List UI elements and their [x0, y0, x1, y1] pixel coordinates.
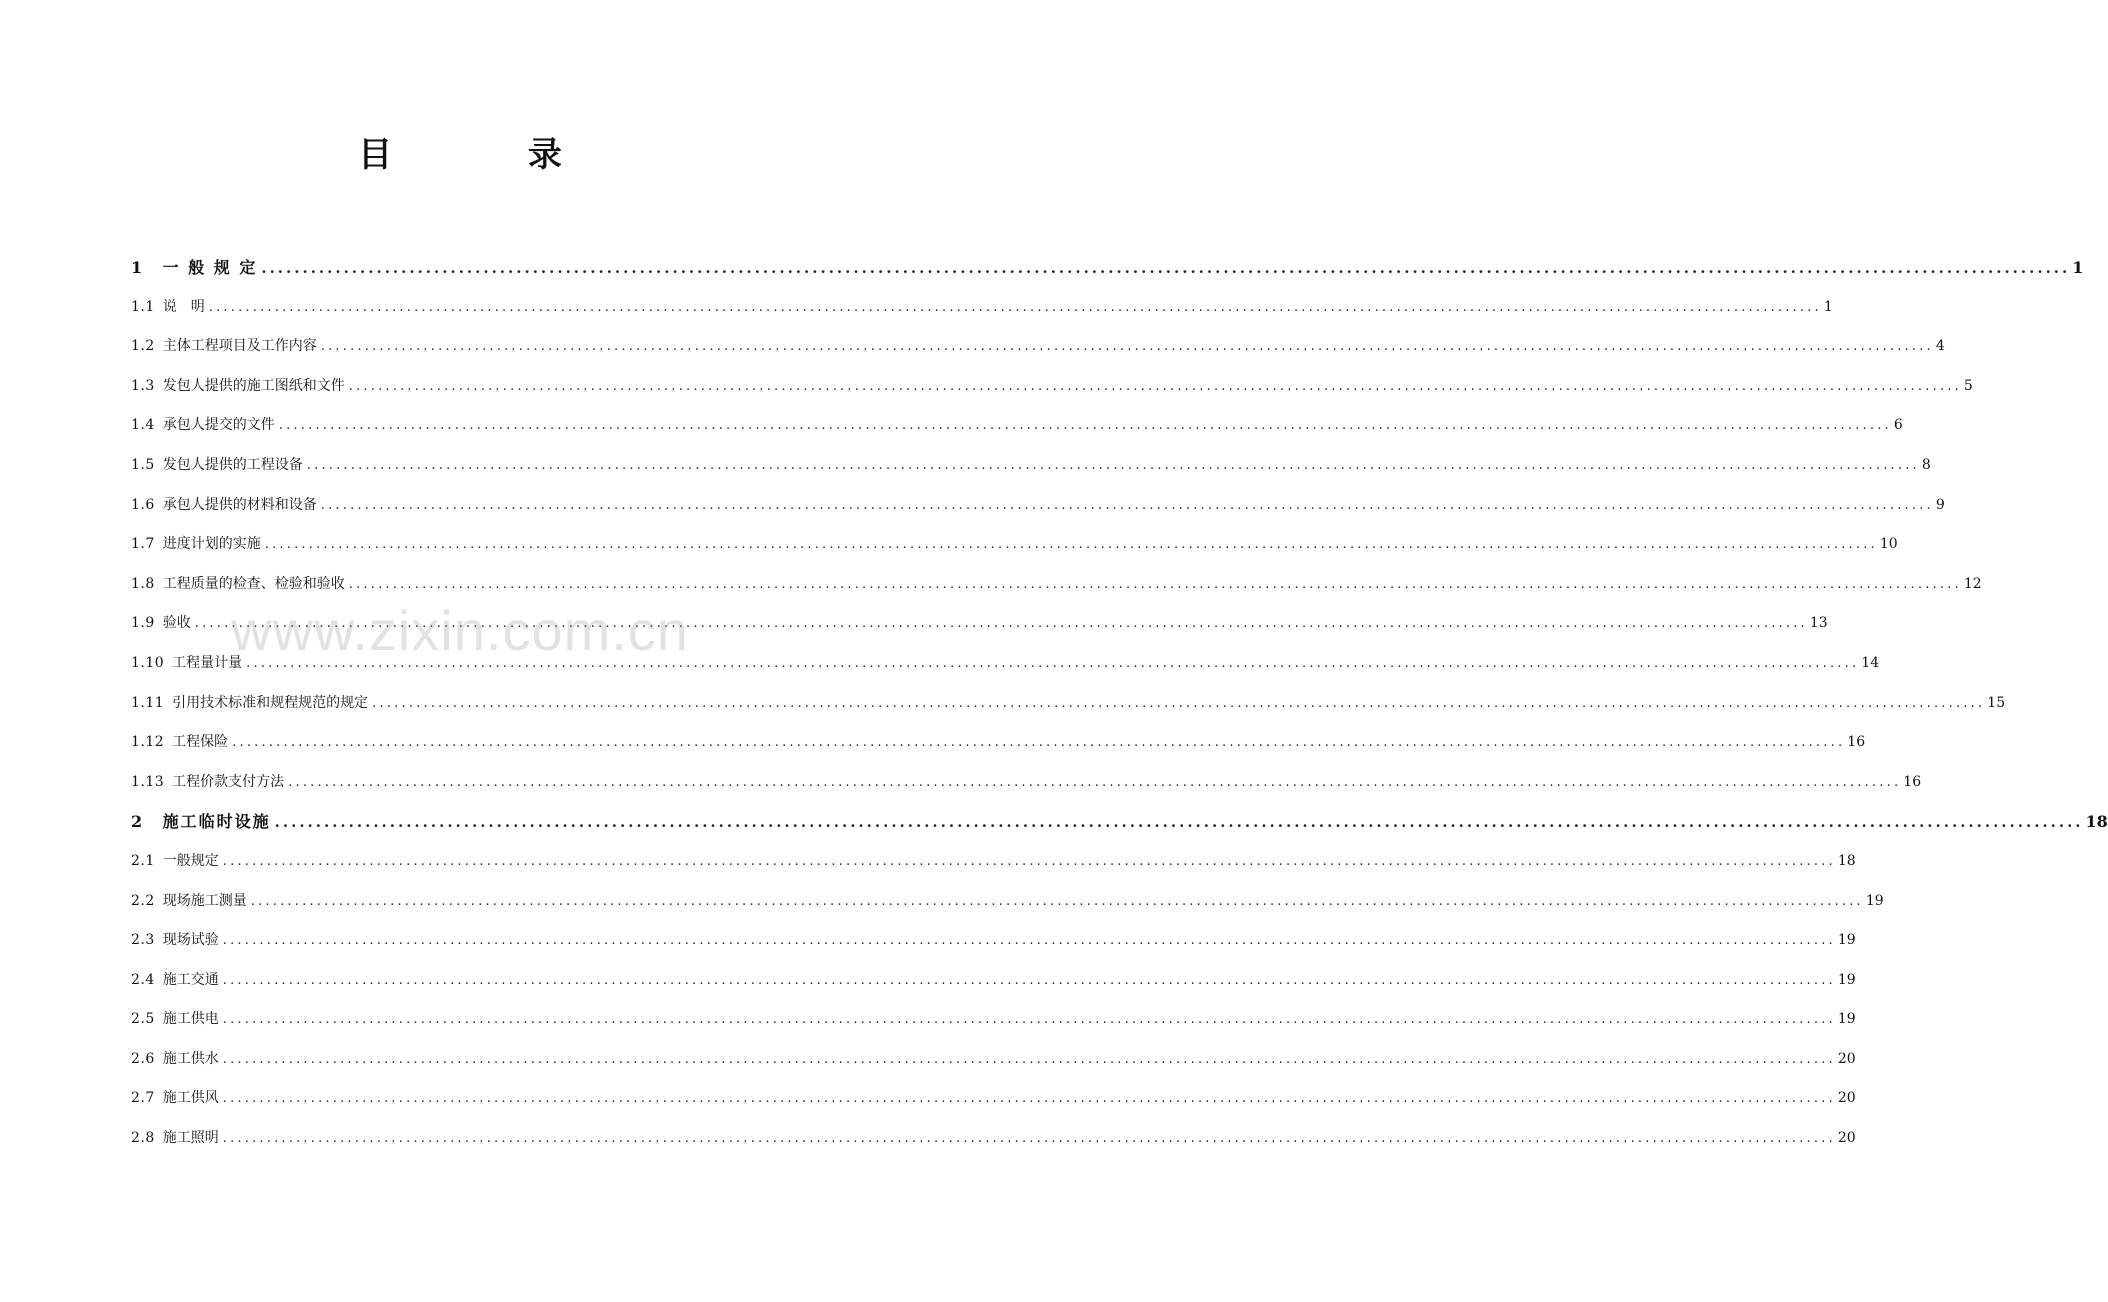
dot-leader: ............................................................................................................................................................................................................................ — [274, 813, 2084, 832]
toc-entry-page-number: 9 — [1935, 496, 1945, 513]
dot-leader: ............................................................................................................................................................................................................................ — [246, 655, 1860, 671]
toc-entry-title: 承包人提供的材料和设备 — [162, 496, 317, 513]
toc-entry-page-number: 5 — [1963, 377, 1973, 394]
toc-entry-page-number: 14 — [1861, 654, 1880, 671]
toc-entry[interactable] — [131, 1040, 1856, 1080]
dot-leader: ............................................................................................................................................................................................................................ — [222, 1131, 1836, 1147]
dot-leader: ............................................................................................................................................................................................................................ — [288, 774, 1902, 790]
toc-entry-title: 施工交通 — [162, 971, 219, 988]
toc-entry-title: 现场施工测量 — [162, 892, 247, 909]
toc-entry-page-number: 19 — [1837, 1011, 1856, 1028]
toc-entry-number: 2.2 — [131, 892, 155, 909]
dot-leader: ............................................................................................................................................................................................................................ — [222, 1051, 1836, 1067]
toc-entry-title: 施工照明 — [162, 1130, 219, 1147]
toc-entry-title: 施工供水 — [162, 1050, 219, 1067]
toc-entry-page-number: 16 — [1903, 773, 1922, 790]
page-title: 目 录 — [358, 135, 624, 175]
dot-leader: ............................................................................................................................................................................................................................ — [222, 972, 1836, 988]
toc-entry[interactable] — [131, 327, 1945, 367]
toc-entry-title: 一般规定 — [162, 852, 219, 869]
dot-leader: ............................................................................................................................................................................................................................ — [320, 339, 1934, 355]
dot-leader: ............................................................................................................................................................................................................................ — [194, 616, 1808, 632]
toc-entry[interactable] — [131, 882, 1884, 922]
toc-entry-title: 发包人提供的施工图纸和文件 — [162, 377, 345, 394]
toc-entry-title: 现场试验 — [162, 932, 219, 949]
toc-entry[interactable] — [131, 1000, 1856, 1040]
toc-entry-number: 2.6 — [131, 1050, 155, 1067]
toc-entry-number: 2.5 — [131, 1011, 155, 1028]
toc-entry-title: 工程价款支付方法 — [172, 773, 285, 790]
dot-leader: ............................................................................................................................................................................................................................ — [208, 299, 1822, 315]
toc-entry-page-number: 16 — [1847, 734, 1866, 751]
dot-leader: ............................................................................................................................................................................................................................ — [278, 418, 1892, 434]
toc-entry-title: 承包人提交的文件 — [162, 417, 275, 434]
toc-entry[interactable] — [131, 406, 1903, 446]
toc-entry-number: 1.8 — [131, 575, 155, 592]
toc-entry-page-number: 18 — [1837, 852, 1856, 869]
toc-entry-page-number: 12 — [1963, 575, 1982, 592]
toc-entry-number: 1.5 — [131, 456, 155, 473]
toc-entry-title: 进度计划的实施 — [162, 536, 261, 553]
toc-entry-title: 施工供电 — [162, 1011, 219, 1028]
watermark: www.zixin.com.cn — [231, 599, 689, 662]
toc-entry[interactable] — [131, 248, 2084, 288]
toc-entry-title: 说 明 — [162, 298, 205, 315]
toc-entry-number: 1.9 — [131, 615, 155, 632]
toc-entry[interactable] — [131, 802, 2108, 842]
toc-entry-title: 一 般 规 定 — [162, 258, 258, 277]
toc-entry[interactable] — [131, 921, 1856, 961]
toc-entry-number: 2.4 — [131, 971, 155, 988]
dot-leader: ............................................................................................................................................................................................................................ — [222, 933, 1836, 949]
table-of-contents — [131, 248, 2108, 1159]
dot-leader: ............................................................................................................................................................................................................................ — [222, 1091, 1836, 1107]
toc-entry-page-number: 10 — [1879, 536, 1898, 553]
toc-entry[interactable] — [131, 763, 1922, 803]
toc-entry-title: 工程量计量 — [172, 654, 243, 671]
toc-entry-title: 施工供风 — [162, 1090, 219, 1107]
dot-leader: ............................................................................................................................................................................................................................ — [250, 893, 1864, 909]
toc-entry[interactable] — [131, 684, 2006, 724]
toc-entry-title: 施工临时设施 — [162, 812, 271, 832]
toc-entry-title: 工程保险 — [172, 734, 229, 751]
dot-leader: ............................................................................................................................................................................................................................ — [222, 853, 1836, 869]
toc-entry-number: 2.7 — [131, 1090, 155, 1107]
dot-leader: ............................................................................................................................................................................................................................ — [348, 378, 1962, 394]
dot-leader: ............................................................................................................................................................................................................................ — [372, 695, 1986, 711]
toc-entry[interactable] — [131, 367, 1973, 407]
dot-leader: ............................................................................................................................................................................................................................ — [264, 537, 1878, 553]
toc-entry-page-number: 20 — [1837, 1050, 1856, 1067]
toc-entry[interactable] — [131, 604, 1828, 644]
toc-entry-number: 2.1 — [131, 852, 155, 869]
toc-entry-number: 1.7 — [131, 536, 155, 553]
toc-entry-page-number: 6 — [1893, 417, 1903, 434]
toc-entry-page-number: 1 — [2072, 258, 2084, 277]
toc-entry-page-number: 18 — [2085, 812, 2108, 832]
toc-entry-title: 发包人提供的工程设备 — [162, 456, 303, 473]
toc-entry-title: 引用技术标准和规程规范的规定 — [172, 694, 369, 711]
toc-entry-number: 1.4 — [131, 417, 155, 434]
toc-entry-number: 1.13 — [131, 773, 165, 790]
toc-entry[interactable] — [131, 644, 1880, 684]
toc-entry[interactable] — [131, 446, 1931, 486]
toc-entry-page-number: 19 — [1837, 971, 1856, 988]
toc-entry-title: 验收 — [162, 615, 191, 632]
dot-leader: ............................................................................................................................................................................................................................ — [306, 457, 1920, 473]
toc-entry-page-number: 1 — [1823, 298, 1833, 315]
toc-entry-page-number: 20 — [1837, 1090, 1856, 1107]
toc-entry[interactable] — [131, 961, 1856, 1001]
toc-entry[interactable] — [131, 1119, 1856, 1159]
toc-entry-title: 主体工程项目及工作内容 — [162, 338, 317, 355]
toc-entry[interactable] — [131, 1079, 1856, 1119]
toc-entry-page-number: 20 — [1837, 1130, 1856, 1147]
toc-entry[interactable] — [131, 525, 1898, 565]
toc-entry-number: 1.10 — [131, 654, 165, 671]
toc-entry[interactable] — [131, 565, 1982, 605]
dot-leader: ............................................................................................................................................................................................................................ — [348, 576, 1962, 592]
dot-leader: ............................................................................................................................................................................................................................ — [320, 497, 1934, 513]
toc-entry[interactable] — [131, 723, 1866, 763]
dot-leader: ............................................................................................................................................................................................................................ — [232, 735, 1846, 751]
toc-entry-number: 1.12 — [131, 734, 165, 751]
toc-entry-page-number: 4 — [1935, 338, 1945, 355]
toc-entry-number: 2 — [131, 812, 143, 832]
toc-entry-number: 1.3 — [131, 377, 155, 394]
toc-entry-page-number: 15 — [1987, 694, 2006, 711]
toc-entry-page-number: 8 — [1921, 456, 1931, 473]
toc-entry-number: 1.1 — [131, 298, 155, 315]
toc-entry-page-number: 19 — [1865, 892, 1884, 909]
toc-entry[interactable] — [131, 486, 1945, 526]
toc-entry-number: 2.3 — [131, 932, 155, 949]
toc-entry-number: 1.11 — [131, 694, 165, 711]
toc-entry[interactable] — [131, 288, 1833, 328]
toc-entry-page-number: 13 — [1809, 615, 1828, 632]
toc-entry-number: 2.8 — [131, 1130, 155, 1147]
toc-entry-page-number: 19 — [1837, 932, 1856, 949]
toc-entry-number: 1.6 — [131, 496, 155, 513]
toc-entry-number: 1.2 — [131, 338, 155, 355]
dot-leader: ............................................................................................................................................................................................................................ — [261, 259, 2071, 277]
toc-entry-title: 工程质量的检查、检验和验收 — [162, 575, 345, 592]
toc-entry[interactable] — [131, 842, 1856, 882]
dot-leader: ............................................................................................................................................................................................................................ — [222, 1012, 1836, 1028]
toc-entry-number: 1 — [131, 258, 143, 277]
